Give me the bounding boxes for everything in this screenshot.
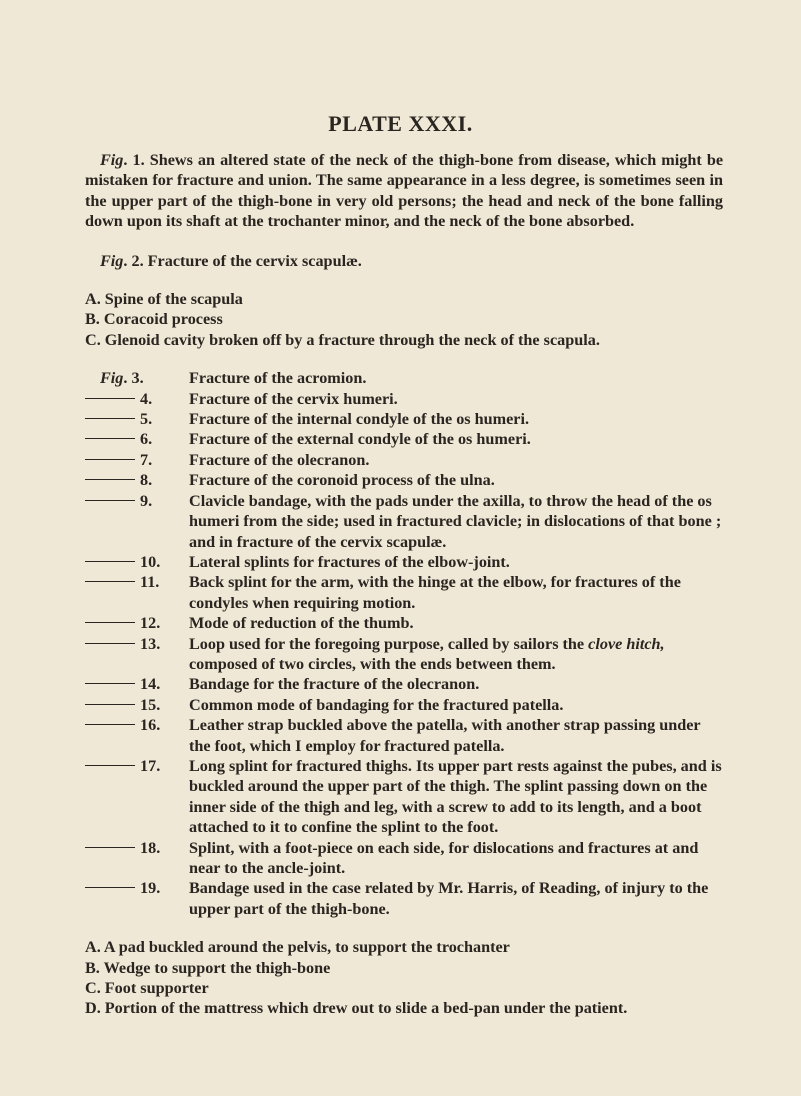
fig1-text: Shews an altered state of the neck of the thigh-bone from disease, which might be mistaken for fracture and union. The same appearance in a less degree, is sometimes seen in the upper part of the thigh-bone in very old persons; the head and neck of the bone falling down upon its shaft at the trochanter minor, and the neck of the bone absorbed. bbox=[85, 151, 724, 231]
figure-item: 10. Lateral splints for fractures of the elbow-joint. bbox=[85, 552, 723, 572]
ditto-dash bbox=[85, 438, 135, 439]
figure-item: 16. Leather strap buckled above the patella, with another strap passing under the foot, which I employ for fractured patella. bbox=[85, 715, 723, 756]
figure-item: 15. Common mode of bandaging for the fractured patella. bbox=[85, 695, 723, 715]
fig2-part: C. Glenoid cavity broken off by a fracture through the neck of the scapula. bbox=[85, 330, 600, 349]
fig2-caption bbox=[85, 251, 723, 271]
figure-item: 5. Fracture of the internal condyle of the os humeri. bbox=[85, 409, 723, 429]
plate-title: PLATE XXXI. bbox=[328, 111, 473, 136]
fig1-number: . 1. bbox=[123, 151, 145, 169]
fig3-label: Fig bbox=[100, 369, 124, 388]
fig19-part: C. Foot supporter bbox=[85, 979, 209, 998]
figure-item: 19. Bandage used in the case related by Mr. Harris, of Reading, of injury to the upper part of the thigh-bone. bbox=[85, 878, 723, 919]
fig2-number: . 2. bbox=[123, 251, 144, 270]
ditto-dash bbox=[85, 683, 135, 684]
ditto-dash bbox=[85, 418, 135, 419]
figures-list bbox=[85, 368, 723, 919]
ditto-dash bbox=[85, 643, 135, 644]
fig19-part: B. Wedge to support the thigh-bone bbox=[85, 958, 331, 977]
figure-item: 12. Mode of reduction of the thumb. bbox=[85, 613, 723, 633]
ditto-dash bbox=[85, 500, 135, 501]
figure-item: 18. Splint, with a foot-piece on each side, for dislocations and fractures at and near to the ancle-joint. bbox=[85, 838, 723, 879]
ditto-dash bbox=[85, 704, 135, 705]
figure-item: 11. Back splint for the arm, with the hinge at the elbow, for fractures of the condyles when requiring motion. bbox=[85, 572, 723, 613]
ditto-dash bbox=[85, 622, 135, 623]
ditto-dash bbox=[85, 847, 135, 848]
ditto-dash bbox=[85, 479, 135, 480]
ditto-dash bbox=[85, 724, 135, 725]
figure-item: Fig . 3. Fracture of the acromion. bbox=[100, 369, 367, 388]
figure-item: 9. Clavicle bandage, with the pads under the axilla, to throw the head of the os humeri from the side; used in fractured clavicle; in dislocations of that bone ; and in fracture of the cervix scapulæ. bbox=[85, 491, 723, 552]
ditto-dash bbox=[85, 765, 135, 766]
figure-item: 14. Bandage for the fracture of the olecranon. bbox=[85, 674, 723, 694]
fig2-parts-list bbox=[85, 289, 723, 350]
fig19-parts-list bbox=[85, 937, 723, 1019]
figure-item: 8. Fracture of the coronoid process of the ulna. bbox=[85, 470, 723, 490]
ditto-dash bbox=[85, 581, 135, 582]
fig19-part: D. Portion of the mattress which drew out to slide a bed-pan under the patient. bbox=[85, 999, 628, 1018]
figure-item: 4. Fracture of the cervix humeri. bbox=[85, 389, 723, 409]
ditto-dash bbox=[85, 887, 135, 888]
ditto-dash bbox=[85, 561, 135, 562]
fig1-label: Fig bbox=[100, 151, 124, 169]
fig2-part: A. Spine of the scapula bbox=[85, 290, 243, 309]
figure-item: 6. Fracture of the external condyle of the os humeri. bbox=[85, 429, 723, 449]
fig2-text: Fracture of the cervix scapulæ. bbox=[147, 251, 362, 270]
fig2-label: Fig bbox=[100, 251, 124, 270]
fig2-part: B. Coracoid process bbox=[85, 310, 223, 329]
ditto-dash bbox=[85, 398, 135, 399]
clove-hitch-term: clove hitch, bbox=[588, 634, 665, 653]
ditto-dash bbox=[85, 459, 135, 460]
plate-body bbox=[85, 150, 723, 1037]
figure-item: 13. Loop used for the foregoing purpose, called by sailors the clove hitch, composed of two circles, with the ends between them. bbox=[85, 634, 723, 675]
figure-item: 7. Fracture of the olecranon. bbox=[85, 450, 723, 470]
figure-item: 17. Long splint for fractured thighs. Its upper part rests against the pubes, and is buckled around the upper part of the thigh. The splint passing down on the inner side of the thigh and leg, with a screw to add to its length, and a boot attached to it to confine the splint to the foot. bbox=[85, 756, 723, 838]
fig19-part: A. A pad buckled around the pelvis, to support the trochanter bbox=[85, 938, 510, 957]
fig1-paragraph bbox=[85, 150, 723, 232]
